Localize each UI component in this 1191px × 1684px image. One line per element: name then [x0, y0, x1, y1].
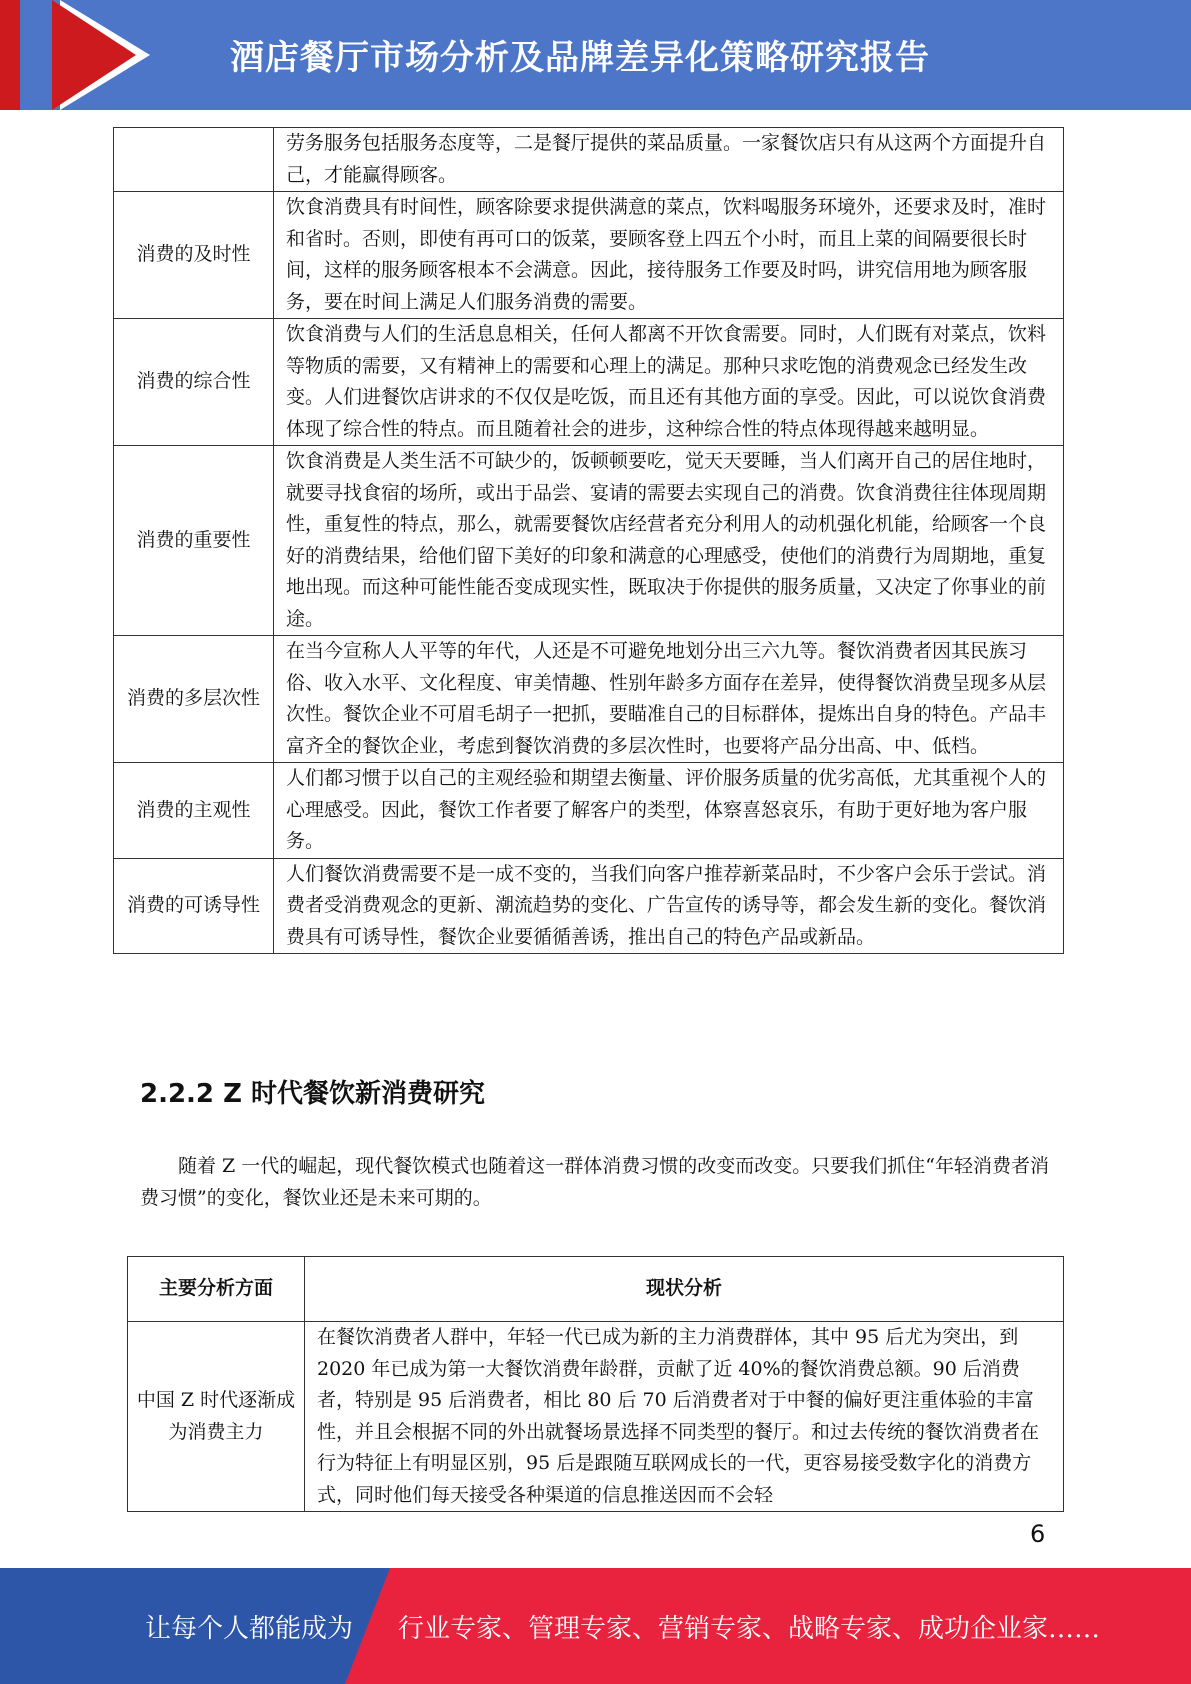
z-generation-table [127, 1256, 1064, 1512]
column-header-analysis: 现状分析 [305, 1257, 1064, 1322]
column-header-aspect: 主要分析方面 [128, 1257, 305, 1322]
row-text: 饮食消费是人类生活不可缺少的，饭顿顿要吃，觉天天要睡，当人们离开自己的居住地时，就要寻找食宿的场所，或出于品尝、宴请的需要去实现自己的消费。饮食消费往往体现周期性，重复性的特点，那么，就需要餐饮店经营者充分利用人的动机强化机能，给顾客一个良好的消费结果，给他们留下美好的印象和满意的心理感受，使他们的消费行为周期地，重复地出现。而这种可能性能否变成现实性，既取决于你提供的服务质量，又决定了你事业的前途。 [274, 446, 1064, 636]
table-row [114, 319, 1064, 446]
table-row [114, 128, 1064, 192]
row-text: 饮食消费与人们的生活息息相关，任何人都离不开饮食需要。同时，人们既有对菜点，饮料等物质的需要，又有精神上的需要和心理上的满足。那种只求吃饱的消费观念已经发生改变。人们进餐饮店讲求的不仅仅是吃饭，而且还有其他方面的享受。因此，可以说饮食消费体现了综合性的特点。而且随着社会的进步，这种综合性的特点体现得越来越明显。 [274, 319, 1064, 446]
table-row [128, 1322, 1064, 1512]
row-text-cell [305, 1322, 1064, 1512]
table-row [114, 446, 1064, 636]
section-paragraph: 随着 Z 一代的崛起，现代餐饮模式也随着这一群体消费习惯的改变而改变。只要我们抓住“年轻消费者消费习惯”的变化，餐饮业还是未来可期的。 [140, 1155, 1049, 1209]
row-text: 在当今宣称人人平等的年代，人还是不可避免地划分出三六九等。餐饮消费者因其民族习俗、收入水平、文化程度、审美情趣、性别年龄多方面存在差异，使得餐饮消费呈现多从层次性。餐饮企业不可眉毛胡子一把抓，要瞄准自己的目标群体，提炼出自身的特色。产品丰富齐全的餐饮企业，考虑到餐饮消费的多层次性时，也要将产品分出高、中、低档。 [274, 636, 1064, 763]
row-text: 劳务服务包括服务态度等，二是餐厅提供的菜品质量。一家餐饮店只有从这两个方面提升自己，才能赢得顾客。 [274, 128, 1064, 192]
row-key: 消费的多层次性 [114, 636, 274, 763]
row-key: 消费的主观性 [114, 763, 274, 859]
table-row [114, 636, 1064, 763]
consumption-traits-table [113, 127, 1064, 954]
table-row [114, 763, 1064, 859]
row-text: 人们都习惯于以自己的主观经验和期望去衡量、评价服务质量的优劣高低，尤其重视个人的心理感受。因此，餐饮工作者要了解客户的类型，体察喜怒哀乐，有助于更好地为客户服务。 [274, 763, 1064, 859]
table-row [114, 192, 1064, 319]
page-header [0, 0, 1191, 110]
row-text: 在餐饮消费者人群中，年轻一代已成为新的主力消费群体，其中 95 后尤为突出，到 2020 年已成为第一大餐饮消费年龄群，贡献了近 40%的餐饮消费总额。90 后消费者，特别是 95 后消费者，相比 80 后 70 后消费者对于中餐的偏好更注重体验的丰富性，并且会根据不同的外出就餐场景选择不同类型的餐厅。和过去传统的餐饮消费者在行为特征上有明显区别，95 后是跟随互联网成长的一代，更容易接受数字化的消费方式，同时他们每天接受各种渠道的信息推送因而不会轻 [317, 1326, 1040, 1506]
row-key: 消费的及时性 [114, 192, 274, 319]
row-key: 消费的重要性 [114, 446, 274, 636]
footer-slogan-right: 行业专家、管理专家、营销专家、战略专家、成功企业家…… [398, 1614, 1101, 1644]
section-title: 2.2.2 Z 时代餐饮新消费研究 [140, 1079, 485, 1109]
header-red-block [0, 0, 20, 110]
header-red-arrow [52, 0, 136, 110]
row-key: 消费的综合性 [114, 319, 274, 446]
table-row [114, 858, 1064, 954]
row-key [114, 128, 274, 192]
page-footer [0, 1568, 1191, 1684]
row-key: 中国 Z 时代逐渐成为消费主力 [128, 1322, 305, 1512]
row-key: 消费的可诱导性 [114, 858, 274, 954]
footer-slogan-left: 让每个人都能成为 [145, 1614, 354, 1644]
table-header-row [128, 1257, 1064, 1322]
row-text: 人们餐饮消费需要不是一成不变的，当我们向客户推荐新菜品时，不少客户会乐于尝试。消费者受消费观念的更新、潮流趋势的变化、广告宣传的诱导等，都会发生新的变化。餐饮消费具有可诱导性，餐饮企业要循循善诱，推出自己的特色产品或新品。 [274, 858, 1064, 954]
page-number: 6 [1030, 1520, 1046, 1548]
report-title: 酒店餐厅市场分析及品牌差异化策略研究报告 [230, 38, 930, 78]
row-text: 饮食消费具有时间性，顾客除要求提供满意的菜点，饮料喝服务环境外，还要求及时，准时和省时。否则，即使有再可口的饭菜，要顾客登上四五个小时，而且上菜的间隔要很长时间，这样的服务顾客根本不会满意。因此，接待服务工作要及时吗，讲究信用地为顾客服务，要在时间上满足人们服务消费的需要。 [274, 192, 1064, 319]
